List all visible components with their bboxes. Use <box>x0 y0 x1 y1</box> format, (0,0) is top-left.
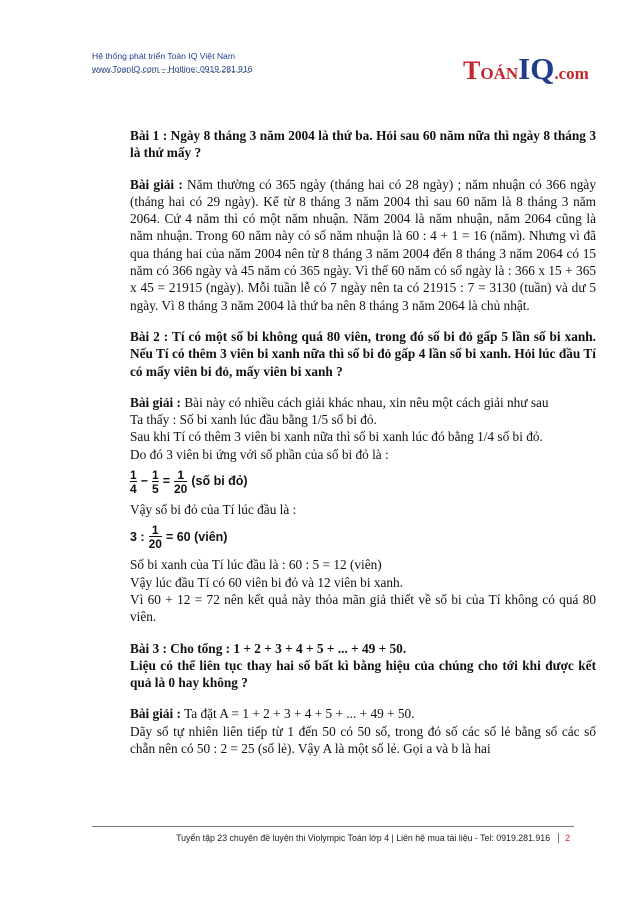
solution-line: Sau khi Tí có thêm 3 viên bi xanh nữa thì số bi xanh lúc đó bằng 1/4 số bi đỏ. <box>130 429 543 445</box>
footer-text: Tuyển tập 23 chuyên đề luyện thi Violympic Toán lớp 4 | Liên hệ mua tài liệu - Tel: 0919.281.916 <box>176 833 551 843</box>
solution-line: Vậy lúc đầu Tí có 60 viên bi đỏ và 12 viên bi xanh. <box>130 574 404 590</box>
problem-2-question: Bài 2 : Tí có một số bi không quá 80 viên, trong đó số bi đỏ gấp 5 lần số bi xanh. Nếu Tí có thêm 3 viên bi xanh nữa thì số bi đỏ gấp 4 lần số bi xanh. Hỏi lúc đầu Tí có mấy viên bi đỏ, mấy viên bi xanh ? <box>130 328 596 379</box>
footer-divider <box>92 826 574 827</box>
fraction-equation-1: $\frac{1}{4}$ − $\frac{1}{5}$ = $\frac{1}{20}$ (số bi đỏ) <box>130 468 248 497</box>
header-line-2: www.ToanIQ.com – Hotline: 0919.281.916 <box>92 64 253 74</box>
page-number: 2 <box>558 833 570 843</box>
solution-line: Do đó 3 viên bi ứng với số phần của số bi đỏ là : <box>130 446 389 462</box>
problem-3-question: Bài 3 : Cho tổng : 1 + 2 + 3 + 4 + 5 + ... + 49 + 50. Liệu có thể liên tục thay hai số bất kì bằng hiệu của chúng cho tới khi được kết quả là 0 hay không ? <box>130 640 596 691</box>
fraction-equation-2: 3 : $\frac{1}{20}$ = 60 (viên) <box>130 523 228 552</box>
page-footer <box>92 833 570 843</box>
document-body <box>130 127 596 757</box>
header-line-1: Hệ thống phát triển Toán IQ Việt Nam <box>92 51 235 61</box>
problem-1-solution: Bài giải : Năm thường có 365 ngày (tháng hai có 28 ngày) ; năm nhuận có 366 ngày (tháng hai có 29 ngày). Kể từ 8 tháng 3 năm 2004 thì sau 60 năm là 8 tháng 3 năm 2064. Cứ 4 năm thì có một năm nhuận. Năm 2004 là năm nhuận, năm 2064 cũng là năm nhuận. Trong 60 năm này có số năm nhuận là 60 : 4 + 1 = 16 (năm). Nhưng vì đã qua tháng hai của năm 2004 nên từ 8 tháng 3 năm 2004 đến 8 tháng 3 năm 2064 có 15 năm có 366 ngày và 45 năm có 365 ngày. Vì thế 60 năm có số ngày là : 366 x 15 + 365 x 45 = 21915 (ngày). Mỗi tuần lễ có 7 ngày nên ta có 21915 : 7 = 3130 (tuần) và dư 5 ngày. Vì 8 tháng 3 năm 2004 là thứ ba nên 8 tháng 3 năm 2064 là chủ nhật. <box>130 176 596 313</box>
solution-line: Vậy số bi đỏ của Tí lúc đầu là : <box>130 502 297 518</box>
problem-1-question: Bài 1 : Ngày 8 tháng 3 năm 2004 là thứ ba. Hỏi sau 60 năm nữa thì ngày 8 tháng 3 là thứ mấy ? <box>130 128 596 161</box>
header-divider <box>92 72 250 73</box>
solution-line: Vì 60 + 12 = 72 nên kết quả này thỏa mãn giả thiết về số bi của Tí không có quá 80 viên. <box>130 591 596 625</box>
solution-line: Ta thấy : Số bi xanh lúc đầu bằng 1/5 số bi đỏ. <box>130 412 377 428</box>
solution-line: Số bi xanh của Tí lúc đầu là : 60 : 5 = 12 (viên) <box>130 557 382 573</box>
problem-2-solution: Bài giải : Bài này có nhiều cách giải khác nhau, xin nêu một cách giải như sau Ta thấy : Số bi xanh lúc đầu bằng 1/5 số bi đỏ. Sau khi Tí có thêm 3 viên bi xanh nữa thì số bi xanh lúc đó bằng 1/4 số bi đỏ. Do đó 3 viên bi ứng với số phần của số bi đỏ là : $\frac{1}{4}$ − $\frac{1}{5}$ = $\frac{1}{20}$ (số bi đỏ) Vậy số bi đỏ của Tí lúc đầu là : 3 : $\frac{1}{20}$ = 60 (viên) Số bi xanh của Tí lúc đầu là : 60 : 5 = 12 (viên) Vậy lúc đầu Tí có 60 viên bi đỏ và 12 viên bi xanh. Vì 60 + 12 = 72 nên kết quả này thỏa mãn giả thiết về số bi của Tí không có quá 80 viên. <box>130 394 596 625</box>
toaniq-logo: TOÁNIQ.com <box>463 51 589 86</box>
problem-3-solution: Bài giải : Ta đặt A = 1 + 2 + 3 + 4 + 5 + ... + 49 + 50. Dãy số tự nhiên liên tiếp từ 1 đến 50 có 50 số, trong đó số các số lẻ bằng số các số chẵn nên có 50 : 2 = 25 (số lẻ). Vậy A là một số lẻ. Gọi a và b là hai <box>130 706 596 757</box>
